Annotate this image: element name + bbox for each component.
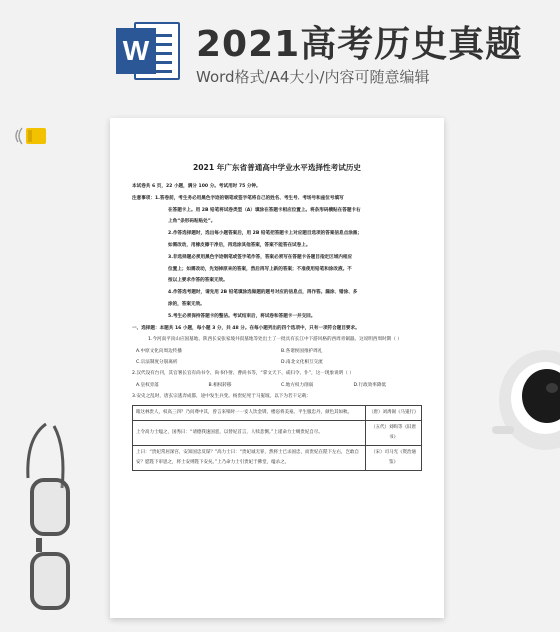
page-title: 2021高考历史真题: [196, 24, 523, 65]
exam-line: 位置上；如需改动，先划掉原来的答案，然后再写上新的答案；不准使用铅笔和涂改液。不: [168, 266, 352, 272]
exam-line: 3.非选择题必须用黑色字迹钢笔或签字笔作答，答案必须写在答题卡各题目指定区域内相应: [168, 254, 353, 260]
exam-line: 上角“条形码粘贴处”。: [168, 219, 216, 225]
q1-option-c: C.宗法制度分崩离析: [136, 360, 178, 366]
exam-line: 1.今河南平顶山应国墓地、陕西长安张家坡井叔墓地等处出土了一批具有长江中下游风格的西周青铜器。这说明西周时期（ ）: [148, 337, 402, 343]
coffee-cup-icon: [490, 340, 560, 460]
q2-option-b: B.相权转移: [208, 382, 232, 388]
exam-line: 注意事项：1.答卷前，考生务必用黑色字迹的钢笔或签字笔将自己的姓名、考生号、考场号和座位号填写: [132, 195, 344, 201]
exam-line: 5.考生必须保持答题卡的整洁。考试结束后，将试卷和答题卡一并交回。: [168, 313, 316, 319]
q1-option-b: B.各诸侯国推护周礼: [281, 349, 323, 355]
table-cell-text: 上曰：“贵妃常居深宫，安知国忠反谋？”高力士曰：“贵妃诚无罪，然将士已杀国忠，而贵妃在陛下左右，岂敢自安？愿陛下审思之，将士安则陛下安矣。”上乃命力士引贵妃于佛堂，缢杀之。: [133, 445, 366, 470]
exam-instructions: [132, 181, 422, 346]
q1-option-a: A.中原文化向周边传播: [136, 349, 182, 355]
exam-line: 4.作答选考题时，请先用 2B 铅笔填涂选做题的题号对应的信息点，再作答。漏涂、错涂、多: [168, 290, 358, 296]
q2-line: 2.汉代设有台刊，其官署长官有尚书令、尚书仆射、曹尚书等，“掌文天下、咸归令、仆”，这一现象说明（ ）: [132, 371, 354, 377]
table-cell-text: 上令高力士缢之，国秀曰：“请德我速国恶，以替妃首言，人犊悲惻。”上谨命力士赐贵妃自尽。: [133, 420, 366, 445]
q2-option-a: A.皇权旁落: [136, 382, 159, 388]
q2-option-d: D.行政效率降低: [353, 382, 387, 388]
table-cell-text: 睹这林贵人，权高三四？乃问尊中其，曾言来殒时一一妾人饮金钏，楼恣将美豪。平生服忠丹，颜色其如秋。: [133, 405, 366, 420]
table-cell-source: （宋）司马光《资治通鉴》: [366, 445, 422, 470]
table-row: [133, 445, 422, 470]
exam-line: 在答题卡上。用 2B 铅笔将试卷类型（A）填涂在答题卡相应位置上。将条形码横贴在答题卡右: [168, 207, 361, 213]
table-cell-source: （唐）刘禹锡《马嵬行》: [366, 405, 422, 420]
q1-options-2: [132, 357, 422, 368]
source-table: [132, 405, 422, 471]
q2-options: [132, 380, 422, 391]
exam-line: 如需改动，用橡皮擦干净后，再选涂其他答案，答案不能答在试卷上。: [168, 242, 311, 248]
table-row: [133, 420, 422, 445]
binder-clip-icon: [14, 126, 48, 146]
table-cell-source: （五代）刘昫等《旧唐书》: [366, 420, 422, 445]
exam-title: 2021 年广东省普通高中学业水平选择性考试历史: [192, 163, 362, 172]
eyeglasses-icon: [16, 418, 76, 618]
banner: [0, 0, 560, 100]
page-subtitle: Word格式/A4大小/内容可随意编辑: [196, 68, 430, 86]
word-logo-letter: W: [116, 28, 156, 74]
word-logo-icon: [116, 22, 180, 80]
exam-line: 一、选择题：本题共 16 小题，每小题 3 分，共 48 分。在每小题列出的四个选项中，只有一项符合题目要求。: [132, 325, 360, 331]
q2-option-c: C.地方权力削弱: [281, 382, 314, 388]
q3-line: 3.安史之乱时，唐玄宗逃奔成都，途中发生兵变。杨贵妃死于马嵬坡。以下为若干记载：: [132, 393, 311, 399]
q1-option-d: D.南北文化相互交流: [281, 360, 323, 366]
exam-line: 2.作答选择题时，选出每小题答案后，用 2B 铅笔把答题卡上对应题目选项的答案信息点涂黑；: [168, 231, 362, 237]
exam-line: 涂的，答案无效。: [168, 301, 205, 307]
exam-line: 本试卷共 6 页，22 小题，满分 100 分。考试用时 75 分钟。: [132, 184, 261, 189]
exam-line: 按以上要求作答的答案无效。: [168, 278, 228, 284]
exam-paper: [110, 118, 444, 618]
table-row: [133, 405, 422, 420]
q1-options: [132, 346, 422, 357]
